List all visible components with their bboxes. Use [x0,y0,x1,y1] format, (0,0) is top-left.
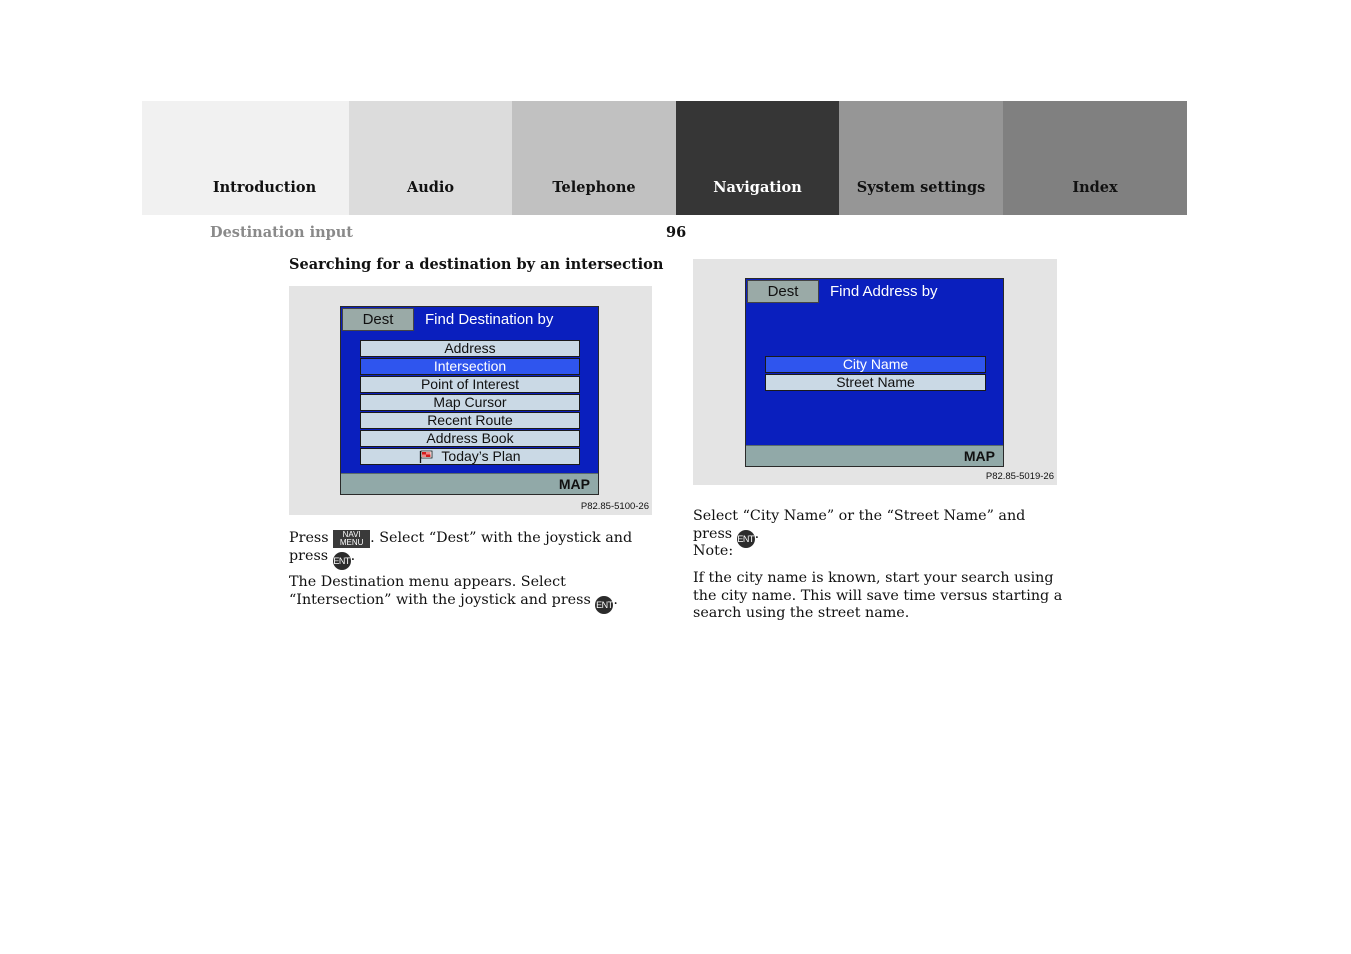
text-run: . Select “Dest” with the joystick and press [289,530,633,564]
tab-telephone[interactable]: Telephone [512,101,676,215]
menu-key-label: MENU [339,538,364,547]
menu-item-intersection[interactable]: Intersection [360,358,580,375]
map-button[interactable]: MAP [963,448,995,464]
flag-icon [419,450,433,463]
figure-find-destination [289,286,652,515]
note-text: If the city name is known, start your search using the city name. This will save time versus starting a search using the street name. [693,570,1063,621]
instruction-select-intersection [289,574,654,614]
menu-item-label: Today’s Plan [441,448,521,464]
menu-item-todays-plan[interactable] [360,448,580,465]
section-title: Destination input [210,224,354,241]
chapter-tab-bar [142,101,1187,215]
address-menu [765,356,986,392]
text-run: Press [289,530,334,546]
navi-key-label: NAVI [342,530,361,539]
tab-navigation[interactable]: Navigation [676,101,839,215]
instruction-press-navi [289,530,654,570]
instruction-select-city-street [693,508,1063,548]
menu-item-address[interactable]: Address [360,340,580,357]
map-button[interactable]: MAP [558,476,590,492]
menu-item-map-cursor[interactable]: Map Cursor [360,394,580,411]
text-run: . [613,591,618,608]
destination-menu [360,340,580,466]
ent-key-icon: ENT [333,552,351,570]
navigation-screen [340,306,599,495]
tab-index[interactable]: Index [1003,101,1187,215]
section-heading: Searching for a destination by an intersection [289,256,664,273]
navi-menu-key-icon [333,530,370,548]
tab-audio[interactable]: Audio [349,101,512,215]
screen-title: Find Address by [830,283,938,300]
figure-find-address [693,259,1057,485]
menu-item-address-book[interactable]: Address Book [360,430,580,447]
text-run: Select “City Name” or the “Street Name” and press [693,508,1026,542]
figure-code: P82.85-5100-26 [580,501,649,512]
tab-introduction[interactable]: Introduction [142,101,349,215]
menu-item-city-name[interactable]: City Name [765,356,986,373]
dest-tab[interactable]: Dest [342,308,414,331]
navigation-screen [745,278,1004,467]
map-bar [341,473,598,494]
tab-system-settings[interactable]: System settings [839,101,1003,215]
ent-key-icon: ENT [595,596,613,614]
text-run: . [350,548,356,564]
dest-tab[interactable]: Dest [747,280,819,303]
menu-item-recent-route[interactable]: Recent Route [360,412,580,429]
text-run: . [754,525,760,542]
ent-key-icon: ENT [737,530,755,548]
map-bar [746,445,1003,466]
screen-title: Find Destination by [425,311,554,328]
page-number: 96 [666,224,687,241]
note-label: Note: [693,543,734,559]
menu-item-street-name[interactable]: Street Name [765,374,986,391]
figure-code: P82.85-5019-26 [985,471,1054,482]
text-run: The Destination menu appears. Select “Intersection” with the joystick and press [289,574,596,608]
menu-item-point-of-interest[interactable]: Point of Interest [360,376,580,393]
